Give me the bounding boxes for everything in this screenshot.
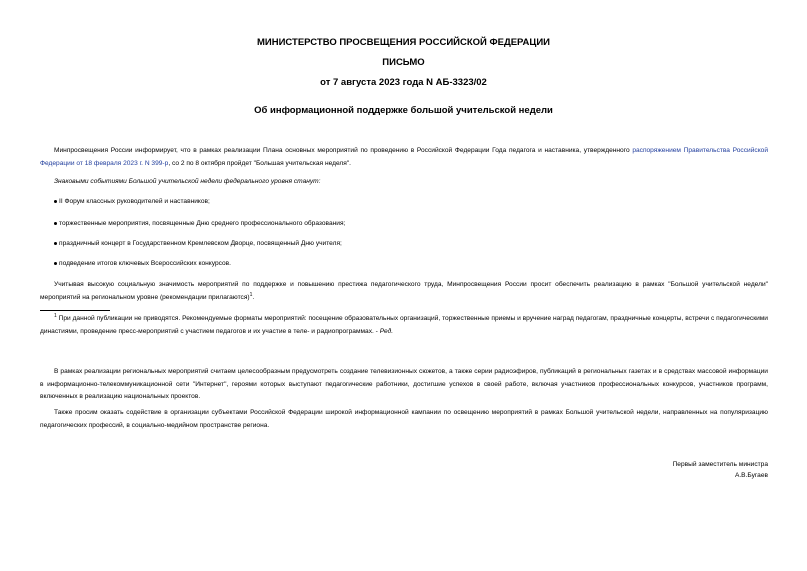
request-paragraph: [40, 279, 768, 304]
list-item: [54, 197, 210, 207]
ministry-title: МИНИСТЕРСТВО ПРОСВЕЩЕНИЯ РОССИЙСКОЙ ФЕДЕРАЦИИ: [256, 37, 551, 48]
bullet-icon: [54, 262, 57, 265]
regional-text: В рамках реализации региональных мероприятий считаем целесообразным предусмотреть создание телевизионных сюжетов, а также серии радиоэфиров, публикаций в региональных газетах и в средствах массовой информации в информационно-телекоммуникационной сети "Интернет", героями которых выступают педагогические работники, достигшие успехов в своей работе, включая участников профессиональных конкурсов, участников программ, включенных в реализацию национальных проектов.: [40, 368, 768, 400]
footnote-text: При данной публикации не приводятся. Рекомендуемые форматы мероприятий: посещение образовательных организаций, торжественные приемы и вручение наград педагогам, праздничные концерты, встречи с педагогическими династиями, проведение пресс-мероприятий с участием педагогов и их участие в теле- и радиопрограммах. -: [40, 315, 768, 335]
events-heading-text: Знаковыми событиями Большой учительской недели федерального уровня станут:: [54, 178, 321, 185]
bullet-icon: [54, 222, 57, 225]
request-end: .: [252, 293, 255, 301]
list-item-text: подведение итогов ключевых Всероссийских конкурсов.: [59, 260, 232, 267]
list-item: [54, 259, 231, 269]
document-date-number: от 7 августа 2023 года N АБ-3323/02: [320, 77, 487, 88]
events-heading: [40, 176, 768, 189]
bullet-icon: [54, 200, 57, 203]
list-item-text: праздничный концерт в Государственном Кремлевском Дворце, посвященный Дню учителя;: [59, 240, 342, 247]
intro-text: Минпросвещения России информирует, что в рамках реализации Плана основных мероприятий по проведению в Российской Федерации Года педагога и наставника, утвержденного: [54, 147, 633, 154]
footnote-mark: 1: [54, 312, 57, 319]
document-type: ПИСЬМО: [382, 57, 425, 68]
document-subject: Об информационной поддержке большой учительской недели: [254, 105, 553, 116]
list-item-text: II Форум классных руководителей и наставников;: [59, 198, 210, 205]
bullet-icon: [54, 242, 57, 245]
footnote: [40, 313, 768, 338]
footnote-divider: [40, 310, 110, 311]
list-item: [54, 219, 345, 229]
decree-link[interactable]: распоряжением Правительства Российской Федерации от 18 февраля 2023 г. N 399-р: [40, 147, 769, 167]
list-item-text: торжественные мероприятия, посвященные Дню среднего профессионального образования;: [59, 220, 346, 227]
assistance-paragraph: [40, 407, 768, 432]
list-item: [54, 239, 342, 249]
regional-paragraph: [40, 366, 768, 404]
signature-position: Первый заместитель министра: [672, 461, 768, 468]
request-text: Учитывая высокую социальную значимость мероприятий по поддержке и повышению престижа педагогического труда, Минпросвещения России просит обеспечить реализацию в рамках "Большой учительской недели" мероприятий на региональном уровне (рекомендации прилагаются): [40, 281, 768, 301]
assistance-text: Также просим оказать содействие в организации субъектами Российской Федерации широкой информационной кампании по освещению мероприятий в рамках Большой учительской недели, направленных на популяризацию педагогических профессий, в социально-медийном пространстве региона.: [40, 409, 768, 429]
signature-name: А.В.Бугаев: [734, 472, 768, 479]
footnote-reference[interactable]: 1: [249, 291, 253, 298]
intro-paragraph: [40, 145, 768, 170]
intro-text-end: , со 2 по 8 октября пройдет "Большая учительская неделя".: [168, 159, 352, 167]
footnote-editor: Ред.: [379, 327, 394, 335]
